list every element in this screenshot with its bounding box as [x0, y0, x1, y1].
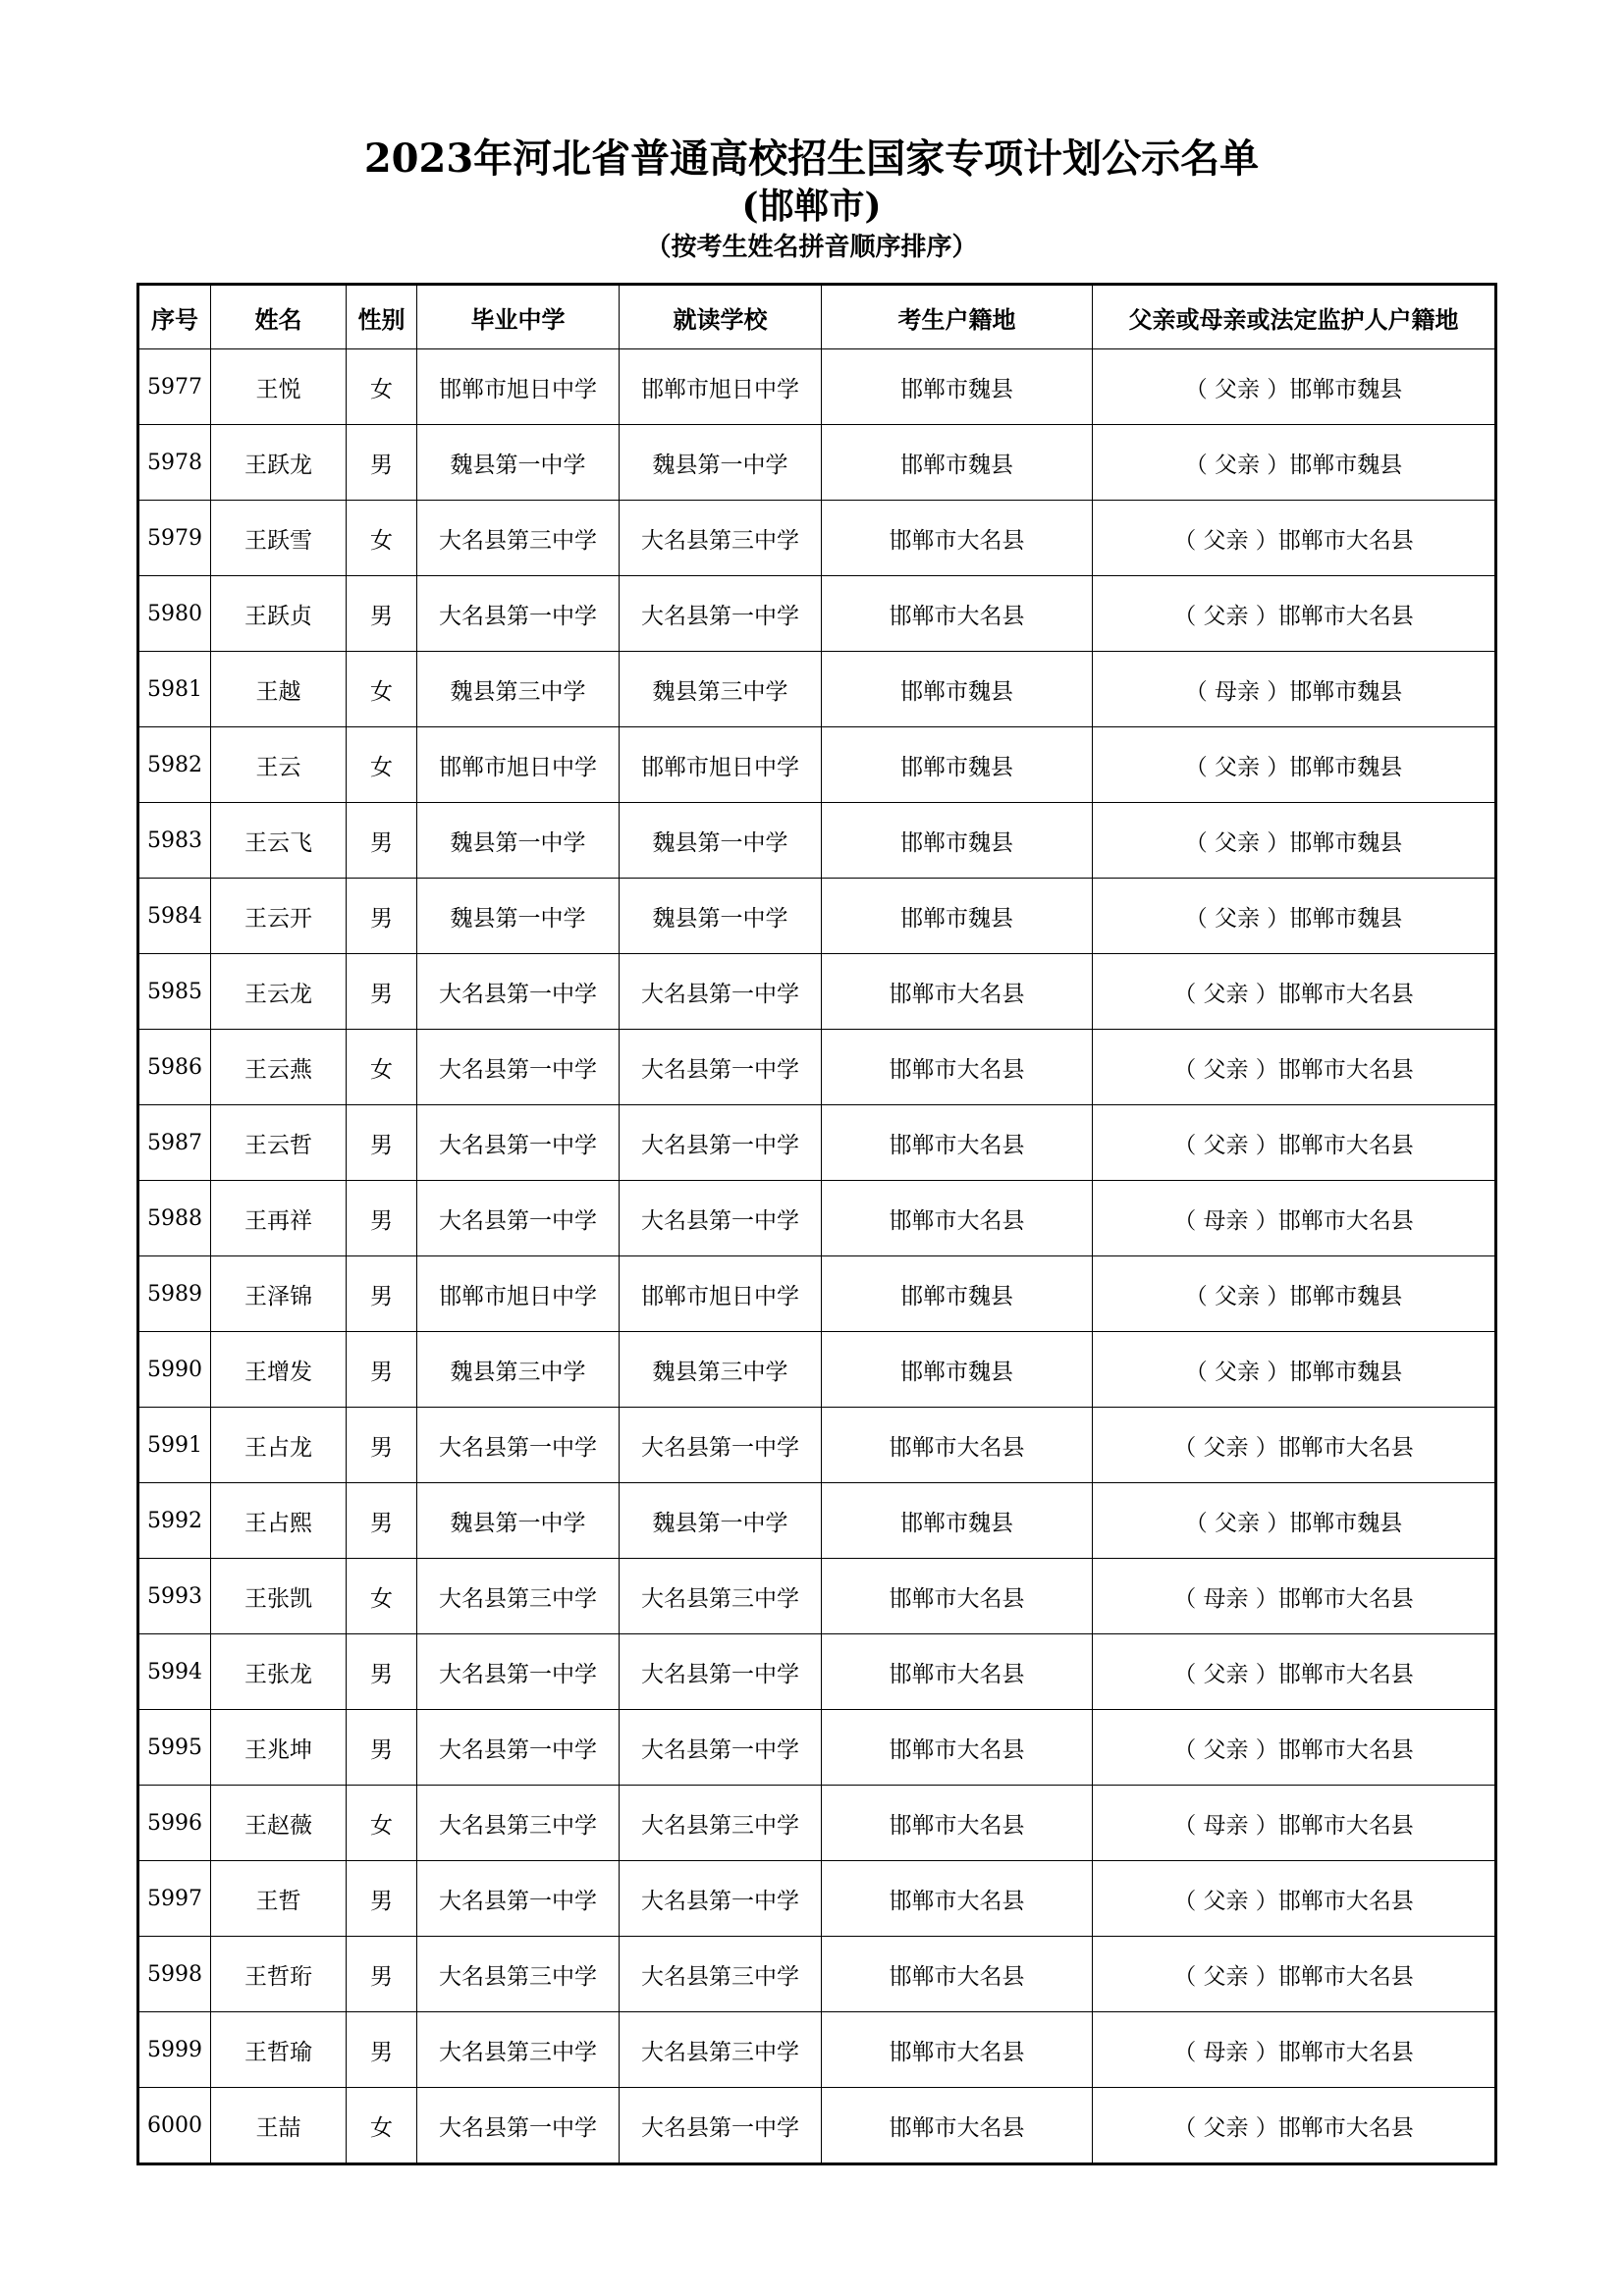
cell-name: 王云飞 [211, 803, 347, 879]
cell-gender: 女 [347, 501, 417, 576]
cell-guardian-residence: （ 母亲 ）邯郸市大名县 [1093, 2012, 1496, 2088]
cell-name: 王兆坤 [211, 1710, 347, 1786]
cell-index: 5988 [138, 1181, 211, 1256]
cell-current-school: 大名县第一中学 [620, 1634, 822, 1710]
cell-name: 王喆 [211, 2088, 347, 2164]
cell-guardian-residence: （ 父亲 ）邯郸市大名县 [1093, 501, 1496, 576]
cell-guardian-residence: （ 父亲 ）邯郸市大名县 [1093, 954, 1496, 1030]
cell-graduation-school: 魏县第三中学 [417, 652, 620, 727]
header-row [138, 285, 1496, 349]
cell-guardian-residence: （ 父亲 ）邯郸市大名县 [1093, 1408, 1496, 1483]
cell-guardian-residence: （ 父亲 ）邯郸市魏县 [1093, 1256, 1496, 1332]
cell-index: 5981 [138, 652, 211, 727]
cell-name: 王云开 [211, 879, 347, 954]
cell-name: 王张凯 [211, 1559, 347, 1634]
cell-current-school: 大名县第一中学 [620, 2088, 822, 2164]
cell-gender: 男 [347, 1256, 417, 1332]
table-row [138, 1105, 1496, 1181]
roster-body [138, 349, 1496, 2164]
cell-gender: 男 [347, 803, 417, 879]
header-name: 姓名 [211, 285, 347, 349]
header-index: 序号 [138, 285, 211, 349]
cell-gender: 男 [347, 1332, 417, 1408]
cell-name: 王再祥 [211, 1181, 347, 1256]
cell-gender: 男 [347, 1408, 417, 1483]
cell-graduation-school: 大名县第一中学 [417, 1861, 620, 1937]
cell-gender: 女 [347, 349, 417, 425]
cell-index: 5996 [138, 1786, 211, 1861]
cell-student-residence: 邯郸市大名县 [822, 1786, 1093, 1861]
cell-index: 5993 [138, 1559, 211, 1634]
cell-graduation-school: 大名县第三中学 [417, 2012, 620, 2088]
cell-student-residence: 邯郸市魏县 [822, 652, 1093, 727]
cell-student-residence: 邯郸市魏县 [822, 879, 1093, 954]
cell-gender: 男 [347, 576, 417, 652]
cell-graduation-school: 魏县第一中学 [417, 879, 620, 954]
cell-gender: 男 [347, 1861, 417, 1937]
cell-student-residence: 邯郸市大名县 [822, 2088, 1093, 2164]
cell-index: 5986 [138, 1030, 211, 1105]
cell-student-residence: 邯郸市大名县 [822, 1105, 1093, 1181]
cell-current-school: 大名县第一中学 [620, 954, 822, 1030]
cell-name: 王哲 [211, 1861, 347, 1937]
cell-index: 5992 [138, 1483, 211, 1559]
cell-current-school: 大名县第一中学 [620, 1861, 822, 1937]
table-row [138, 2088, 1496, 2164]
cell-index: 5991 [138, 1408, 211, 1483]
cell-index: 5983 [138, 803, 211, 879]
cell-index: 6000 [138, 2088, 211, 2164]
cell-student-residence: 邯郸市大名县 [822, 1634, 1093, 1710]
cell-guardian-residence: （ 母亲 ）邯郸市大名县 [1093, 1786, 1496, 1861]
cell-current-school: 大名县第一中学 [620, 1408, 822, 1483]
cell-guardian-residence: （ 父亲 ）邯郸市大名县 [1093, 1105, 1496, 1181]
cell-current-school: 大名县第一中学 [620, 1710, 822, 1786]
cell-current-school: 魏县第一中学 [620, 1483, 822, 1559]
cell-gender: 男 [347, 1181, 417, 1256]
table-row [138, 879, 1496, 954]
cell-name: 王张龙 [211, 1634, 347, 1710]
cell-guardian-residence: （ 父亲 ）邯郸市魏县 [1093, 879, 1496, 954]
cell-current-school: 邯郸市旭日中学 [620, 727, 822, 803]
cell-current-school: 大名县第三中学 [620, 501, 822, 576]
table-row [138, 1710, 1496, 1786]
cell-index: 5982 [138, 727, 211, 803]
header-gender: 性别 [347, 285, 417, 349]
cell-student-residence: 邯郸市大名县 [822, 2012, 1093, 2088]
cell-guardian-residence: （ 父亲 ）邯郸市魏县 [1093, 349, 1496, 425]
cell-graduation-school: 邯郸市旭日中学 [417, 1256, 620, 1332]
cell-name: 王越 [211, 652, 347, 727]
cell-gender: 女 [347, 2088, 417, 2164]
cell-name: 王占龙 [211, 1408, 347, 1483]
cell-student-residence: 邯郸市大名县 [822, 954, 1093, 1030]
cell-student-residence: 邯郸市魏县 [822, 803, 1093, 879]
cell-graduation-school: 大名县第一中学 [417, 954, 620, 1030]
cell-name: 王增发 [211, 1332, 347, 1408]
header-guardian-residence: 父亲或母亲或法定监护人户籍地 [1093, 285, 1496, 349]
cell-gender: 男 [347, 1710, 417, 1786]
cell-student-residence: 邯郸市大名县 [822, 1559, 1093, 1634]
cell-guardian-residence: （ 父亲 ）邯郸市大名县 [1093, 576, 1496, 652]
cell-graduation-school: 魏县第三中学 [417, 1332, 620, 1408]
table-row [138, 1786, 1496, 1861]
cell-graduation-school: 大名县第三中学 [417, 1559, 620, 1634]
cell-current-school: 大名县第一中学 [620, 1030, 822, 1105]
cell-guardian-residence: （ 父亲 ）邯郸市大名县 [1093, 1937, 1496, 2012]
cell-index: 5984 [138, 879, 211, 954]
table-row [138, 1332, 1496, 1408]
cell-student-residence: 邯郸市大名县 [822, 1030, 1093, 1105]
cell-index: 5987 [138, 1105, 211, 1181]
cell-index: 5977 [138, 349, 211, 425]
table-row [138, 425, 1496, 501]
cell-graduation-school: 邯郸市旭日中学 [417, 349, 620, 425]
cell-gender: 女 [347, 1030, 417, 1105]
cell-guardian-residence: （ 父亲 ）邯郸市大名县 [1093, 1710, 1496, 1786]
cell-index: 5979 [138, 501, 211, 576]
table-row [138, 2012, 1496, 2088]
cell-current-school: 大名县第一中学 [620, 1181, 822, 1256]
cell-index: 5989 [138, 1256, 211, 1332]
cell-index: 5990 [138, 1332, 211, 1408]
document-region: (邯郸市) [741, 186, 882, 227]
table-row [138, 1181, 1496, 1256]
cell-graduation-school: 大名县第一中学 [417, 1030, 620, 1105]
cell-gender: 男 [347, 954, 417, 1030]
document-title: 2023年河北省普通高校招生国家专项计划公示名单 [363, 135, 1260, 182]
roster-table [136, 283, 1497, 2165]
cell-name: 王跃雪 [211, 501, 347, 576]
cell-graduation-school: 大名县第一中学 [417, 2088, 620, 2164]
cell-current-school: 魏县第三中学 [620, 652, 822, 727]
cell-index: 5978 [138, 425, 211, 501]
cell-current-school: 大名县第三中学 [620, 1937, 822, 2012]
cell-guardian-residence: （ 父亲 ）邯郸市大名县 [1093, 1634, 1496, 1710]
cell-name: 王云 [211, 727, 347, 803]
cell-name: 王占熙 [211, 1483, 347, 1559]
cell-index: 5980 [138, 576, 211, 652]
cell-name: 王跃龙 [211, 425, 347, 501]
cell-current-school: 大名县第三中学 [620, 1786, 822, 1861]
cell-graduation-school: 大名县第三中学 [417, 501, 620, 576]
cell-guardian-residence: （ 父亲 ）邯郸市大名县 [1093, 2088, 1496, 2164]
cell-gender: 男 [347, 425, 417, 501]
table-row [138, 803, 1496, 879]
cell-student-residence: 邯郸市魏县 [822, 1332, 1093, 1408]
cell-gender: 女 [347, 1559, 417, 1634]
cell-gender: 男 [347, 1937, 417, 2012]
cell-gender: 男 [347, 1105, 417, 1181]
table-row [138, 1408, 1496, 1483]
table-row [138, 1634, 1496, 1710]
cell-graduation-school: 大名县第一中学 [417, 1181, 620, 1256]
cell-name: 王悦 [211, 349, 347, 425]
cell-index: 5985 [138, 954, 211, 1030]
cell-graduation-school: 魏县第一中学 [417, 1483, 620, 1559]
cell-gender: 女 [347, 1786, 417, 1861]
cell-guardian-residence: （ 母亲 ）邯郸市魏县 [1093, 652, 1496, 727]
cell-index: 5995 [138, 1710, 211, 1786]
cell-current-school: 大名县第一中学 [620, 576, 822, 652]
cell-guardian-residence: （ 父亲 ）邯郸市魏县 [1093, 727, 1496, 803]
cell-graduation-school: 大名县第一中学 [417, 1710, 620, 1786]
cell-gender: 女 [347, 652, 417, 727]
table-row [138, 1559, 1496, 1634]
cell-current-school: 邯郸市旭日中学 [620, 1256, 822, 1332]
cell-gender: 男 [347, 1634, 417, 1710]
table-row [138, 1030, 1496, 1105]
cell-current-school: 邯郸市旭日中学 [620, 349, 822, 425]
table-row [138, 349, 1496, 425]
cell-graduation-school: 大名县第三中学 [417, 1937, 620, 2012]
cell-graduation-school: 大名县第一中学 [417, 1634, 620, 1710]
cell-graduation-school: 大名县第三中学 [417, 1786, 620, 1861]
cell-guardian-residence: （ 父亲 ）邯郸市大名县 [1093, 1030, 1496, 1105]
table-row [138, 1483, 1496, 1559]
cell-index: 5998 [138, 1937, 211, 2012]
cell-index: 5997 [138, 1861, 211, 1937]
cell-gender: 女 [347, 727, 417, 803]
cell-graduation-school: 魏县第一中学 [417, 425, 620, 501]
cell-guardian-residence: （ 父亲 ）邯郸市魏县 [1093, 803, 1496, 879]
cell-index: 5994 [138, 1634, 211, 1710]
cell-gender: 男 [347, 879, 417, 954]
table-row [138, 727, 1496, 803]
cell-graduation-school: 大名县第一中学 [417, 576, 620, 652]
header-graduation-school: 毕业中学 [417, 285, 620, 349]
cell-current-school: 魏县第三中学 [620, 1332, 822, 1408]
cell-guardian-residence: （ 父亲 ）邯郸市大名县 [1093, 1861, 1496, 1937]
cell-index: 5999 [138, 2012, 211, 2088]
table-row [138, 954, 1496, 1030]
cell-student-residence: 邯郸市魏县 [822, 1483, 1093, 1559]
cell-gender: 男 [347, 1483, 417, 1559]
cell-student-residence: 邯郸市魏县 [822, 349, 1093, 425]
cell-student-residence: 邯郸市大名县 [822, 501, 1093, 576]
cell-name: 王哲瑜 [211, 2012, 347, 2088]
cell-student-residence: 邯郸市大名县 [822, 1181, 1093, 1256]
table-row [138, 1256, 1496, 1332]
table-row [138, 1937, 1496, 2012]
cell-guardian-residence: （ 父亲 ）邯郸市魏县 [1093, 1483, 1496, 1559]
header-student-residence: 考生户籍地 [822, 285, 1093, 349]
cell-name: 王泽锦 [211, 1256, 347, 1332]
cell-name: 王哲珩 [211, 1937, 347, 2012]
cell-guardian-residence: （ 母亲 ）邯郸市大名县 [1093, 1559, 1496, 1634]
cell-name: 王云燕 [211, 1030, 347, 1105]
document-sort-note: （按考生姓名拼音顺序排序） [645, 233, 978, 262]
cell-name: 王云龙 [211, 954, 347, 1030]
cell-guardian-residence: （ 母亲 ）邯郸市大名县 [1093, 1181, 1496, 1256]
cell-name: 王云哲 [211, 1105, 347, 1181]
cell-graduation-school: 大名县第一中学 [417, 1408, 620, 1483]
cell-name: 王跃贞 [211, 576, 347, 652]
cell-student-residence: 邯郸市魏县 [822, 727, 1093, 803]
cell-student-residence: 邯郸市大名县 [822, 1861, 1093, 1937]
cell-graduation-school: 邯郸市旭日中学 [417, 727, 620, 803]
cell-current-school: 大名县第三中学 [620, 1559, 822, 1634]
cell-student-residence: 邯郸市魏县 [822, 425, 1093, 501]
cell-student-residence: 邯郸市魏县 [822, 1256, 1093, 1332]
cell-guardian-residence: （ 父亲 ）邯郸市魏县 [1093, 425, 1496, 501]
cell-current-school: 大名县第三中学 [620, 2012, 822, 2088]
cell-current-school: 大名县第一中学 [620, 1105, 822, 1181]
cell-student-residence: 邯郸市大名县 [822, 576, 1093, 652]
table-row [138, 1861, 1496, 1937]
header-current-school: 就读学校 [620, 285, 822, 349]
cell-name: 王赵薇 [211, 1786, 347, 1861]
cell-student-residence: 邯郸市大名县 [822, 1937, 1093, 2012]
cell-current-school: 魏县第一中学 [620, 803, 822, 879]
table-row [138, 501, 1496, 576]
cell-student-residence: 邯郸市大名县 [822, 1710, 1093, 1786]
cell-graduation-school: 大名县第一中学 [417, 1105, 620, 1181]
cell-graduation-school: 魏县第一中学 [417, 803, 620, 879]
cell-current-school: 魏县第一中学 [620, 879, 822, 954]
cell-student-residence: 邯郸市大名县 [822, 1408, 1093, 1483]
cell-gender: 男 [347, 2012, 417, 2088]
cell-guardian-residence: （ 父亲 ）邯郸市魏县 [1093, 1332, 1496, 1408]
table-row [138, 652, 1496, 727]
table-row [138, 576, 1496, 652]
cell-current-school: 魏县第一中学 [620, 425, 822, 501]
